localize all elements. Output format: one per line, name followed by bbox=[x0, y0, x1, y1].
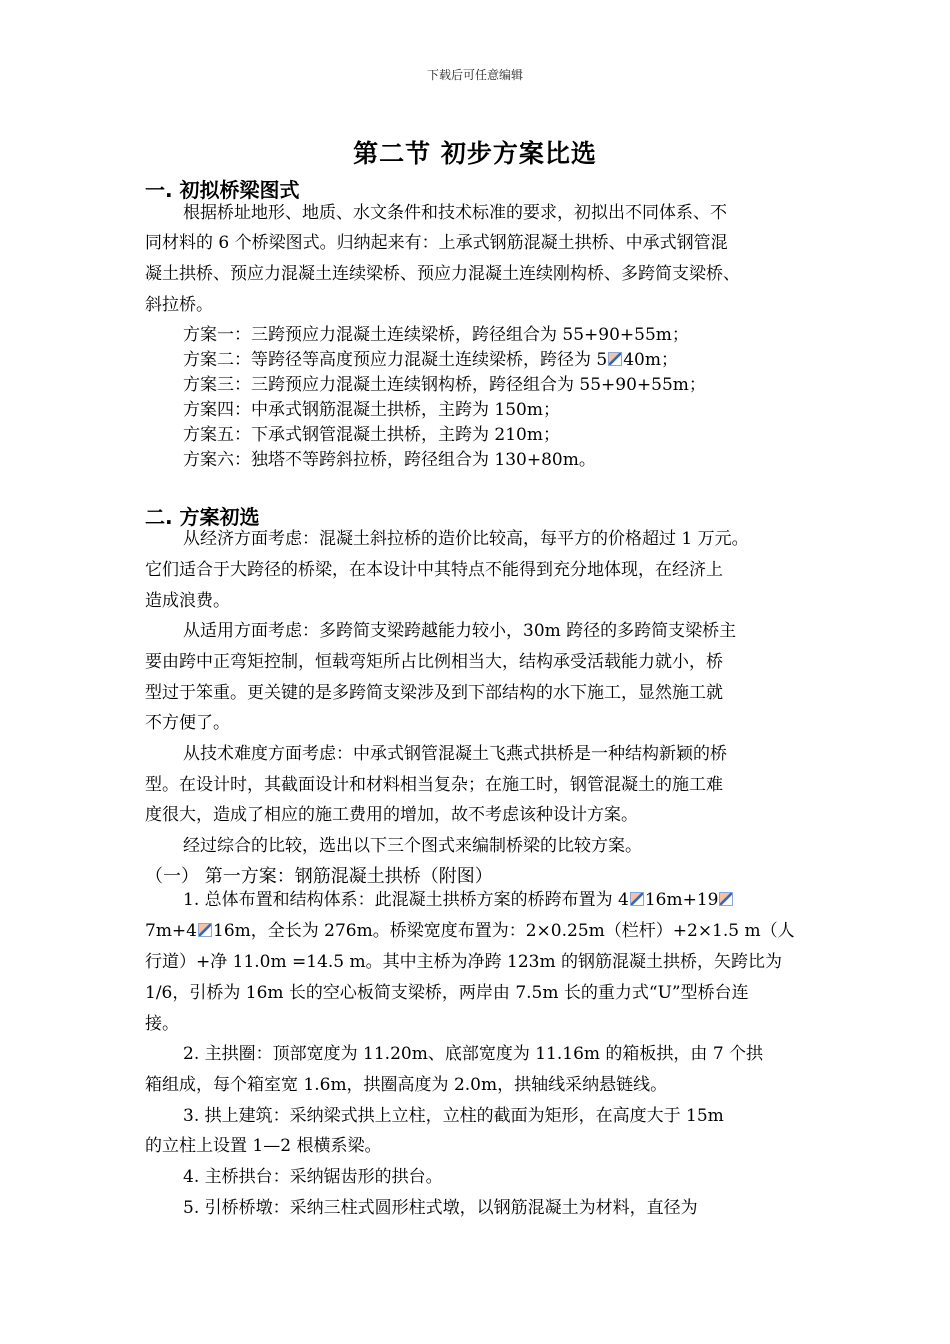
scheme1-item1-text-d: 16m，全长为 276m。桥梁宽度布置为：2×0.25m（栏杆）+2×1.5 m（人 bbox=[213, 921, 795, 941]
option-5: 方案五：下承式钢管混凝土拱桥，主跨为 210m； bbox=[183, 425, 560, 445]
scheme1-item1-line1 bbox=[183, 889, 734, 911]
missing-glyph-icon bbox=[608, 352, 622, 366]
option-2-text-a: 方案二：等跨径等高度预应力混凝土连续梁桥，跨径为 5 bbox=[183, 350, 608, 370]
section2-p3-line: 从技术难度方面考虑：中承式钢管混凝土飞燕式拱桥是一种结构新颖的桥 bbox=[183, 744, 727, 764]
section2-p4: 经过综合的比较，选出以下三个图式来编制桥梁的比较方案。 bbox=[183, 836, 642, 856]
section2-p2-line: 要由跨中正弯矩控制，恒载弯矩所占比例相当大，结构承受活载能力就小，桥 bbox=[145, 652, 723, 672]
section2-p1-line: 从经济方面考虑：混凝土斜拉桥的造价比较高，每平方的价格超过 1 万元。 bbox=[183, 529, 749, 549]
scheme1-item1-text-b: 16m+19 bbox=[644, 890, 719, 910]
scheme1-item3-line: 3. 拱上建筑：采纳梁式拱上立柱，立柱的截面为矩形，在高度大于 15m bbox=[183, 1106, 724, 1126]
option-3: 方案三：三跨预应力混凝土连续钢构桥，跨径组合为 55+90+55m； bbox=[183, 375, 706, 395]
scheme1-item1-line: 接。 bbox=[145, 1014, 179, 1034]
scheme1-item3-line: 的立柱上设置 1—2 根横系梁。 bbox=[145, 1136, 382, 1156]
section2-p2-line: 不方便了。 bbox=[145, 713, 230, 733]
scheme1-item1-line2 bbox=[145, 920, 795, 942]
section2-p1-line: 造成浪费。 bbox=[145, 591, 230, 611]
scheme1-item5: 5. 引桥桥墩：采纳三柱式圆形柱式墩，以钢筋混凝土为材料，直径为 bbox=[183, 1198, 698, 1218]
option-6: 方案六：独塔不等跨斜拉桥，跨径组合为 130+80m。 bbox=[183, 450, 596, 470]
section1-para-line: 根据桥址地形、地质、水文条件和技术标准的要求，初拟出不同体系、不 bbox=[183, 203, 727, 223]
scheme1-item1-text-a: 1. 总体布置和结构体系：此混凝土拱桥方案的桥跨布置为 4 bbox=[183, 890, 629, 910]
option-4: 方案四：中承式钢筋混凝土拱桥，主跨为 150m； bbox=[183, 400, 560, 420]
scheme1-item1-text-c: 7m+4 bbox=[145, 921, 197, 941]
section1-para-line: 斜拉桥。 bbox=[145, 295, 213, 315]
page-title: 第二节 初步方案比选 bbox=[353, 139, 597, 168]
option-1: 方案一：三跨预应力混凝土连续梁桥，跨径组合为 55+90+55m； bbox=[183, 325, 689, 345]
scheme1-heading: （一） 第一方案：钢筋混凝土拱桥（附图） bbox=[145, 866, 493, 887]
section2-p3-line: 型。在设计时，其截面设计和材料相当复杂；在施工时，钢管混凝土的施工难 bbox=[145, 775, 723, 795]
page-header: 下载后可任意编辑 bbox=[426, 68, 523, 82]
scheme1-item1-line: 行道）+净 11.0m =14.5 m。其中主桥为净跨 123m 的钢筋混凝土拱桥，矢跨比为 bbox=[145, 952, 783, 972]
section1-para-line: 凝土拱桥、预应力混凝土连续梁桥、预应力混凝土连续刚构桥、多跨简支梁桥、 bbox=[145, 264, 740, 284]
section2-p2-line: 从适用方面考虑：多跨简支梁跨越能力较小，30m 跨径的多跨简支梁桥主 bbox=[183, 621, 737, 641]
section2-p3-line: 度很大，造成了相应的施工费用的增加，故不考虑该种设计方案。 bbox=[145, 805, 638, 825]
option-2-text-b: 40m； bbox=[623, 350, 678, 370]
missing-glyph-icon bbox=[719, 892, 733, 906]
scheme1-item2-line: 箱组成，每个箱室宽 1.6m，拱圈高度为 2.0m，拱轴线采纳悬链线。 bbox=[145, 1075, 668, 1095]
missing-glyph-icon bbox=[630, 892, 644, 906]
scheme1-item4: 4. 主桥拱台：采纳锯齿形的拱台。 bbox=[183, 1167, 443, 1187]
section1-para-line: 同材料的 6 个桥梁图式。归纳起来有：上承式钢筋混凝土拱桥、中承式钢管混 bbox=[145, 233, 728, 253]
scheme1-item2-line: 2. 主拱圈：顶部宽度为 11.20m、底部宽度为 11.16m 的箱板拱，由 7 个拱 bbox=[183, 1044, 764, 1064]
section2-p1-line: 它们适合于大跨径的桥梁，在本设计中其特点不能得到充分地体现，在经济上 bbox=[145, 560, 723, 580]
scheme1-item1-line: 1/6，引桥为 16m 长的空心板简支梁桥，两岸由 7.5m 长的重力式“U”型桥台连 bbox=[145, 983, 749, 1003]
section1-heading: 一. 初拟桥梁图式 bbox=[145, 178, 300, 202]
section2-heading: 二. 方案初选 bbox=[145, 505, 260, 529]
missing-glyph-icon bbox=[198, 923, 212, 937]
section2-p2-line: 型过于笨重。更关键的是多跨简支梁涉及到下部结构的水下施工，显然施工就 bbox=[145, 683, 723, 703]
option-2 bbox=[183, 349, 678, 371]
